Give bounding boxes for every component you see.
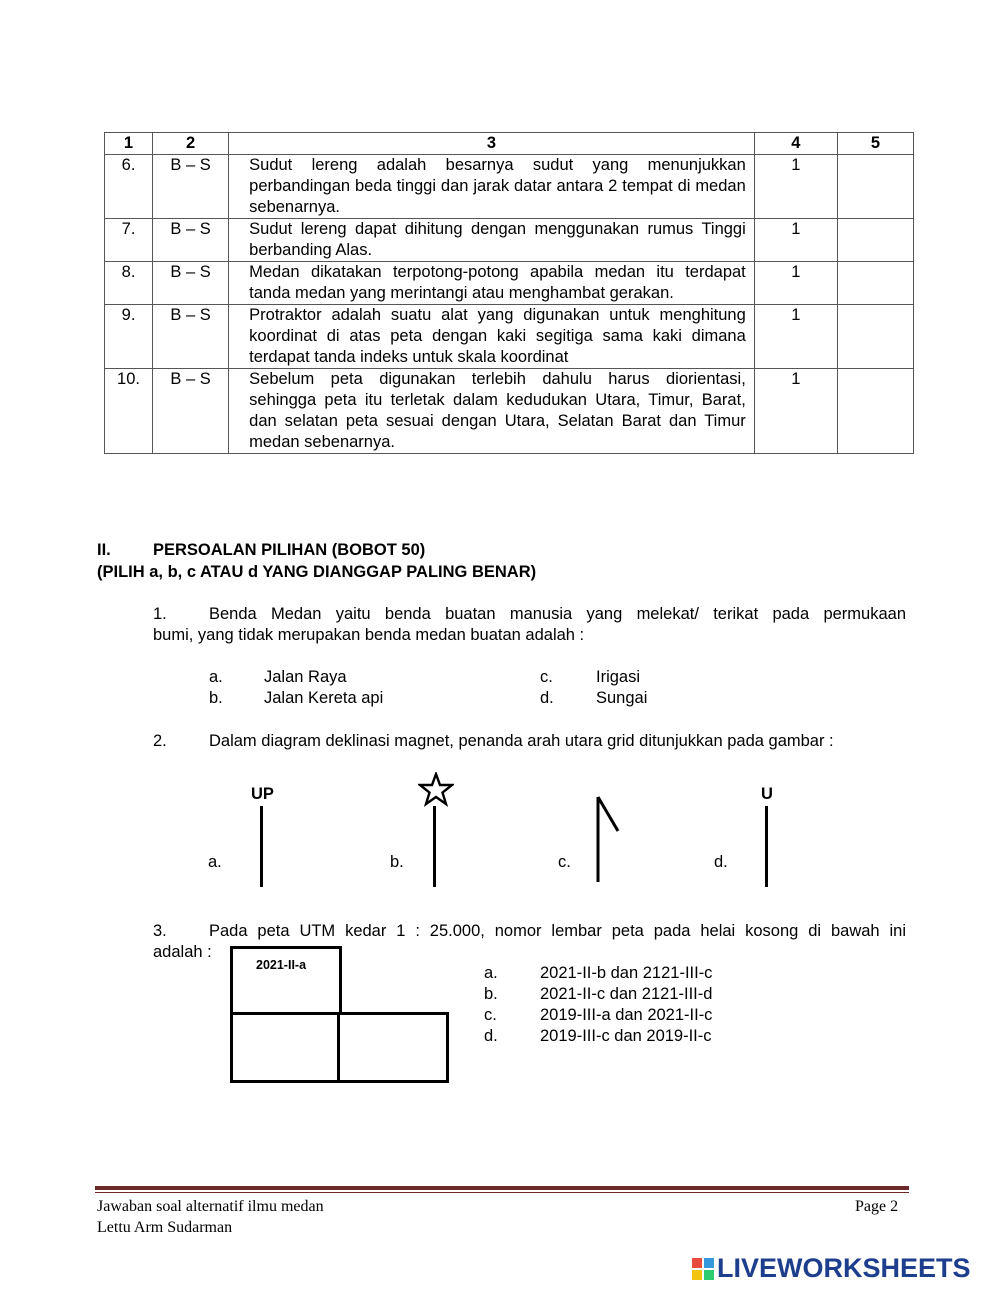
- row-blank: [837, 219, 913, 262]
- q3-text-line1: Pada peta UTM kedar 1 : 25.000, nomor lembar peta pada helai kosong di bawah ini: [209, 922, 906, 940]
- row-statement: Protraktor adalah suatu alat yang digunakan untuk menghitung koordinat di atas peta dengan kaki segitiga sama kaki dimana terdapat tanda indeks untuk skala koordinat: [229, 305, 755, 369]
- table-row: [105, 155, 914, 219]
- row-key: B – S: [153, 262, 229, 305]
- footer-author: Lettu Arm Sudarman: [97, 1219, 233, 1236]
- q1-number: 1.: [153, 605, 167, 623]
- footer-page-number: Page 2: [855, 1198, 899, 1215]
- q1-text-line2: bumi, yang tidak merupakan benda medan buatan adalah :: [153, 626, 585, 644]
- row-number: 7.: [105, 219, 153, 262]
- section-title: PERSOALAN PILIHAN (BOBOT 50): [153, 541, 426, 559]
- footer-rule-thick: [95, 1186, 909, 1190]
- star-icon: [418, 772, 454, 808]
- row-key: B – S: [153, 219, 229, 262]
- row-blank: [837, 155, 913, 219]
- row-key: B – S: [153, 155, 229, 219]
- q2-option-letter: b.: [390, 853, 404, 871]
- q1-option-letter: b.: [209, 689, 223, 707]
- section-subtitle: (PILIH a, b, c ATAU d YANG DIANGGAP PALING BENAR): [97, 563, 537, 581]
- q3-text-line2: adalah :: [153, 943, 212, 961]
- table-row: [105, 369, 914, 454]
- q3-number: 3.: [153, 922, 167, 940]
- q3-option-letter: a.: [484, 964, 498, 982]
- col-header: 2: [153, 133, 229, 155]
- q1-option-text: Irigasi: [596, 668, 641, 686]
- q1-option-text: Jalan Kereta api: [264, 689, 384, 707]
- map-sheet-label: 2021-II-a: [256, 958, 307, 972]
- q2-option-letter: c.: [558, 853, 571, 871]
- row-blank: [837, 369, 913, 454]
- grid-north-line: [260, 806, 263, 887]
- true-north-line: [433, 806, 436, 887]
- row-score: 1: [754, 219, 837, 262]
- q2-option-label-up: UP: [251, 785, 274, 803]
- footer-rule-thin: [95, 1192, 909, 1193]
- liveworksheets-brand: LIVEWORKSHEETS: [717, 1253, 971, 1283]
- col-header: 4: [754, 133, 837, 155]
- q3-option-letter: d.: [484, 1027, 498, 1045]
- q3-option-text: 2021-II-c dan 2121-III-d: [540, 985, 713, 1003]
- q2-text: Dalam diagram deklinasi magnet, penanda arah utara grid ditunjukkan pada gambar :: [209, 732, 834, 750]
- map-sheet-divider: [337, 1012, 340, 1080]
- table-row: [105, 219, 914, 262]
- row-statement: Sudut lereng dapat dihitung dengan menggunakan rumus Tinggi berbanding Alas.: [229, 219, 755, 262]
- row-key: B – S: [153, 369, 229, 454]
- row-number: 9.: [105, 305, 153, 369]
- row-statement: Medan dikatakan terpotong-potong apabila medan itu terdapat tanda medan yang merintangi atau menghambat gerakan.: [229, 262, 755, 305]
- row-score: 1: [754, 369, 837, 454]
- q2-number: 2.: [153, 732, 167, 750]
- row-statement: Sebelum peta digunakan terlebih dahulu harus diorientasi, sehingga peta itu terletak dalam kedudukan Utara, Timur, Barat, dan selatan peta sesuai dengan Utara, Selatan Barat dan Timur medan sebenarnya.: [229, 369, 755, 454]
- row-score: 1: [754, 305, 837, 369]
- q3-option-letter: b.: [484, 985, 498, 1003]
- col-header: 5: [837, 133, 913, 155]
- q1-option-letter: d.: [540, 689, 554, 707]
- footer-doc-title: Jawaban soal alternatif ilmu medan: [97, 1198, 324, 1215]
- row-blank: [837, 305, 913, 369]
- q3-option-text: 2021-II-b dan 2121-III-c: [540, 964, 713, 982]
- row-blank: [837, 262, 913, 305]
- north-line: [765, 806, 768, 887]
- q1-text-line1: Benda Medan yaitu benda buatan manusia yang melekat/ terikat pada permukaan: [209, 605, 906, 623]
- table-row: [105, 262, 914, 305]
- q3-option-text: 2019-III-a dan 2021-II-c: [540, 1006, 713, 1024]
- row-number: 6.: [105, 155, 153, 219]
- q2-option-letter: a.: [208, 853, 222, 871]
- liveworksheets-logo-icon: [692, 1258, 714, 1280]
- row-key: B – S: [153, 305, 229, 369]
- section-number: II.: [97, 541, 111, 559]
- magnetic-north-arrow-icon: [592, 794, 622, 884]
- q2-option-label-u: U: [761, 785, 773, 803]
- table-header-row: [105, 133, 914, 155]
- q1-option-letter: a.: [209, 668, 223, 686]
- row-score: 1: [754, 155, 837, 219]
- row-statement: Sudut lereng adalah besarnya sudut yang menunjukkan perbandingan beda tinggi dan jarak datar antara 2 tempat di medan sebenarnya.: [229, 155, 755, 219]
- row-score: 1: [754, 262, 837, 305]
- map-sheet-box-known: [230, 946, 342, 1015]
- answer-table: [104, 132, 914, 454]
- q2-option-letter: d.: [714, 853, 728, 871]
- q1-option-text: Jalan Raya: [264, 668, 347, 686]
- q3-option-letter: c.: [484, 1006, 497, 1024]
- row-number: 8.: [105, 262, 153, 305]
- q3-option-text: 2019-III-c dan 2019-II-c: [540, 1027, 712, 1045]
- q1-option-letter: c.: [540, 668, 553, 686]
- q1-option-text: Sungai: [596, 689, 648, 707]
- row-number: 10.: [105, 369, 153, 454]
- col-header: 1: [105, 133, 153, 155]
- col-header: 3: [229, 133, 755, 155]
- table-row: [105, 305, 914, 369]
